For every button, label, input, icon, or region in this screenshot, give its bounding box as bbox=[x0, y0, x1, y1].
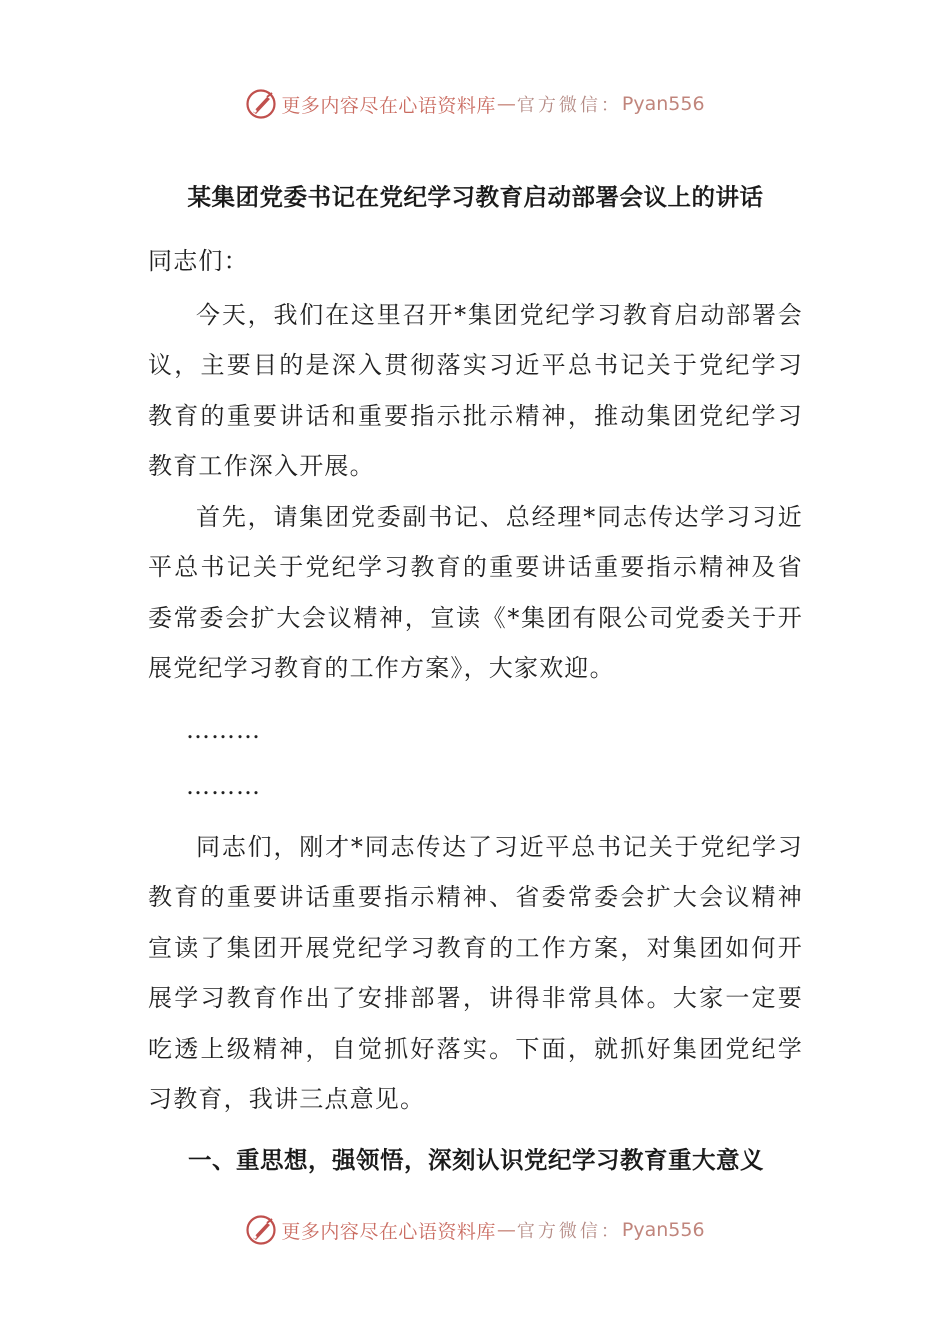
header-watermark bbox=[0, 84, 950, 124]
quill-logo-icon bbox=[245, 88, 277, 120]
section-heading-1: 一、重思想，强领悟，深刻认识党纪学习教育重大意义 bbox=[188, 1145, 764, 1174]
watermark-wechat-id: Pyan556 bbox=[621, 1219, 705, 1241]
document-body bbox=[148, 236, 803, 1185]
watermark-wechat-id: Pyan556 bbox=[621, 93, 705, 115]
paragraph-1: 今天，我们在这里召开*集团党纪学习教育启动部署会议，主要目的是深入贯彻落实习近平总书记关于党纪学习教育的重要讲话和重要指示批示精神，推动集团党纪学习教育工作深入开展。 bbox=[148, 300, 803, 480]
quill-logo-icon bbox=[245, 1214, 277, 1246]
paragraph-3: 同志们，刚才*同志传达了习近平总书记关于党纪学习教育的重要讲话重要指示精神、省委常委会扩大会议精神宣读了集团开展党纪学习教育的工作方案，对集团如何开展学习教育作出了安排部署，讲得非常具体。大家一定要吃透上级精神，自觉抓好落实。下面，就抓好集团党纪学习教育，我讲三点意见。 bbox=[148, 832, 803, 1113]
watermark-site-text: 更多内容尽在心语资料库 bbox=[281, 94, 496, 117]
ellipsis-1: ……… bbox=[186, 715, 261, 744]
watermark-separator: — bbox=[496, 93, 516, 115]
watermark-wechat-label: 官方微信： bbox=[516, 1221, 622, 1242]
watermark-wechat-label: 官方微信： bbox=[516, 95, 622, 116]
greeting: 同志们： bbox=[148, 247, 249, 275]
paragraph-2: 首先，请集团党委副书记、总经理*同志传达学习习近平总书记关于党纪学习教育的重要讲话重要指示精神及省委常委会扩大会议精神，宣读《*集团有限公司党委关于开展党纪学习教育的工作方案》，大家欢迎。 bbox=[148, 502, 803, 682]
document-title: 某集团党委书记在党纪学习教育启动部署会议上的讲话 bbox=[187, 183, 764, 211]
footer-watermark bbox=[0, 1210, 950, 1250]
watermark-site-text: 更多内容尽在心语资料库 bbox=[281, 1220, 496, 1243]
watermark-separator: — bbox=[496, 1219, 516, 1241]
ellipsis-2: ……… bbox=[186, 771, 261, 800]
